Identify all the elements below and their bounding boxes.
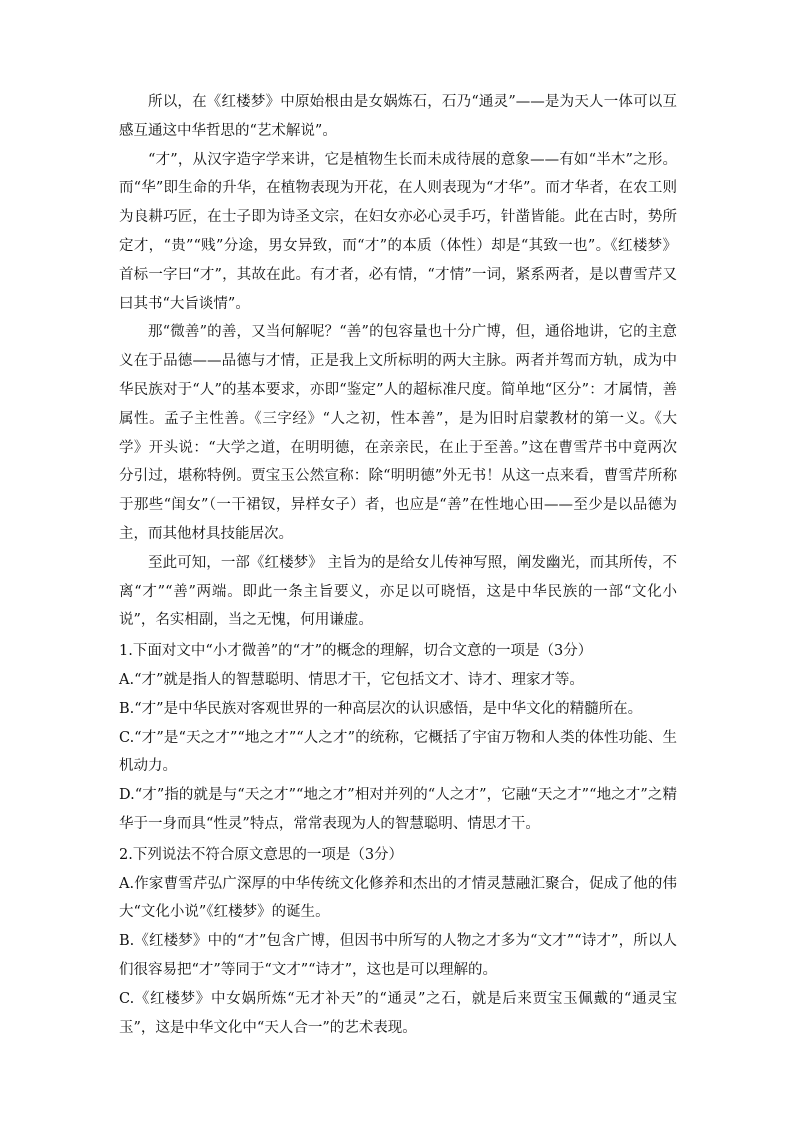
- question-option: B.“才”是中华民族对客观世界的一种高层次的认识感悟，是中华文化的精髓所在。: [119, 700, 643, 717]
- question-option: A.“才”就是指人的智慧聪明、情思才干，它包括文才、诗才、理家才等。: [119, 671, 584, 688]
- question-stem: 2.下列说法不符合原文意思的一项是（3分）: [119, 846, 404, 863]
- document-page: [119, 88, 677, 1042]
- body-paragraph: 至此可知，一部《红楼梦》 主旨为的是给女儿传神写照，阐发幽光，而其所传，不离“才”“善”两端。即此一条主旨要义，亦足以可晓悟，这是中华民族的一部“文化小说”，名实相副，当之无愧，何用谦虚。: [119, 554, 677, 629]
- body-paragraph: “才”，从汉字造字学来讲，它是植物生长而未成待展的意象——有如“半木”之形。而“华”即生命的升华，在植物表现为开花，在人则表现为“才华”。而才华者，在农工则为良耕巧匠，在士子即为诗圣文宗，在妇女亦必心灵手巧，针凿皆能。此在古时，势所定才，“贵”“贱”分途，男女异致，而“才”的本质（体性）却是“其致一也”。《红楼梦》首标一字曰“才”，其故在此。有才者，必有情，“才情”一词，紧系两者，是以曹雪芹又曰其书“大旨谈情”。: [119, 151, 677, 312]
- question-option: C.《红楼梦》中女娲所炼“无才补天”的“通灵”之石，就是后来贾宝玉佩戴的“通灵宝玉”，这是中华文化中“天人合一”的艺术表现。: [119, 990, 677, 1036]
- question-option: A.作家曹雪芹弘广深厚的中华传统文化修养和杰出的才情灵慧融汇聚合，促成了他的伟大“文化小说”《红楼梦》的诞生。: [119, 875, 677, 921]
- body-paragraph: 所以，在《红楼梦》中原始根由是女娲炼石，石乃“通灵”——是为天人一体可以互感互通这中华哲思的“艺术解说”。: [119, 94, 677, 139]
- question-option: C.“才”是“天之才”“地之才”“人之才”的统称，它概括了宇宙万物和人类的体性功能、生机动力。: [119, 729, 677, 775]
- question-stem: 1.下面对文中“小才微善”的“才”的概念的理解，切合文意的一项是（3分）: [119, 643, 593, 660]
- question-option: D.“才”指的就是与“天之才”“地之才”相对并列的“人之才”，它融“天之才”“地之才”之精华于一身而具“性灵”特点，常常表现为人的智慧聪明、情思才干。: [119, 787, 677, 832]
- question-option: B.《红楼梦》中的“才”包含广博，但因书中所写的人物之才多为“文才”“诗才”，所以人们很容易把“才”等同于“文才”“诗才”，这也是可以理解的。: [119, 933, 677, 978]
- body-paragraph: 那“微善”的善，又当何解呢？“善”的包容量也十分广博，但，通俗地讲，它的主意义在于品德——品德与才情，正是我上文所标明的两大主脉。两者并驾而方轨，成为中华民族对于“人”的基本要求，亦即“鉴定”人的超标准尺度。简单地“区分”：才属情，善属性。孟子主性善。《三字经》“人之初，性本善”，是为旧时启蒙教材的第一义。《大学》开头说：“大学之道，在明明德，在亲亲民，在止于至善。”这在曹雪芹书中竟两次分引过，堪称特例。贾宝玉公然宣称：除“明明德”外无书！从这一点来看，曹雪芹所称于那些“闺女”（一干裙钗，异样女子）者，也应是“善”在性地心田——至少是以品德为主，而其他材具技能居次。: [119, 324, 677, 542]
